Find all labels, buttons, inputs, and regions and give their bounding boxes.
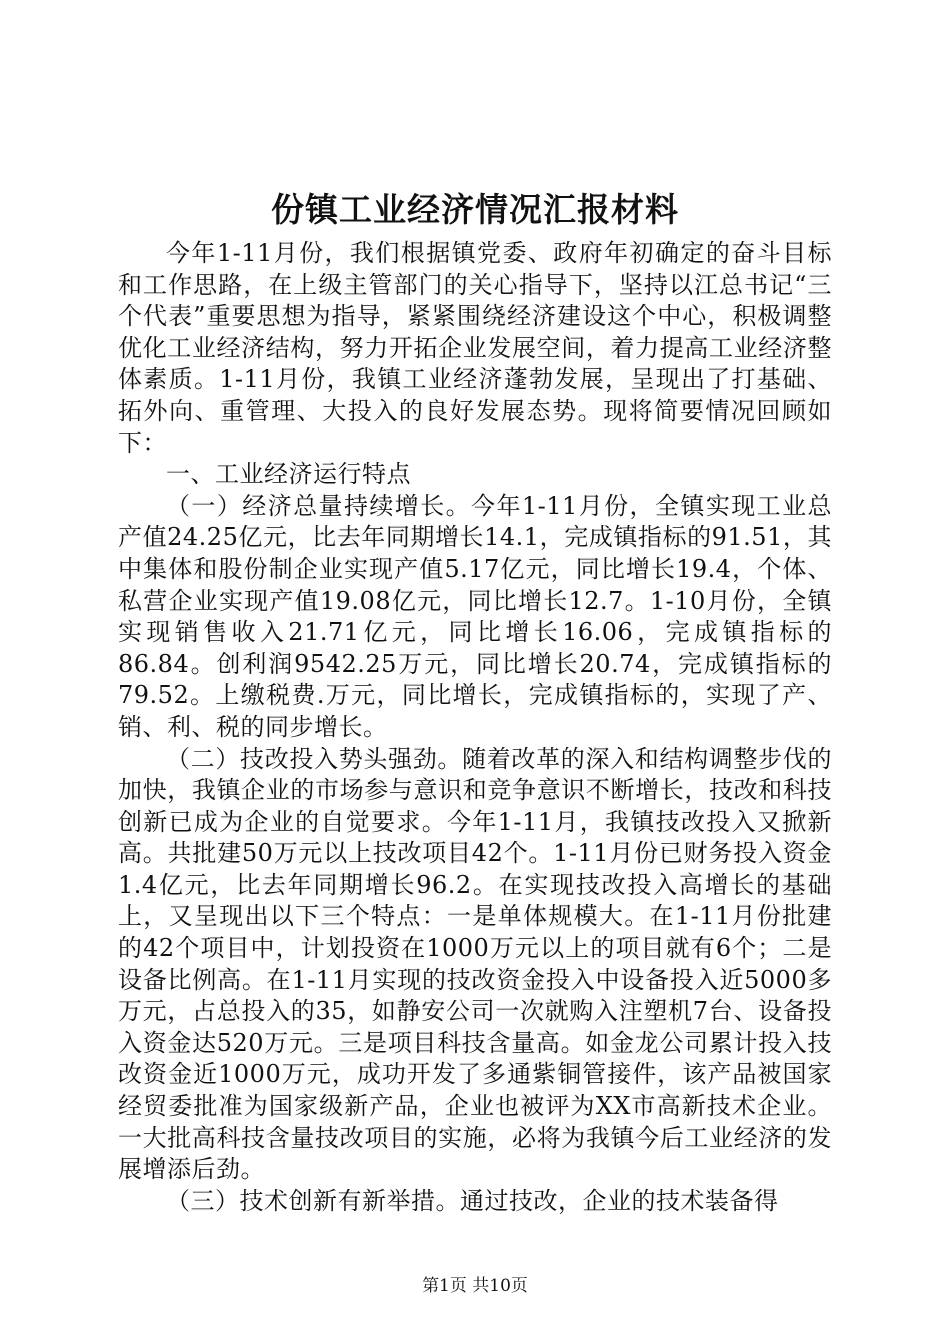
- paragraph-tech-innovation: （三）技术创新有新举措。通过技改，企业的技术装备得: [166, 1186, 779, 1215]
- paragraph-economic-growth: （一）经济总量持续增长。今年1-11月份，全镇实现工业总产值24.25亿元，比去年同期增长14.1，完成镇指标的91.51，其中集体和股份制企业实现产值5.17亿元，同比增长19.4，个体、私营企业实现产值19.08亿元，同比增长12.7。1-10月份，全镇实现销售收入21.71亿元，同比增长16.06，完成镇指标的86.84。创利润9542.25万元，同比增长20.74，完成镇指标的79.52。上缴税费.万元，同比增长，完成镇指标的，实现了产、销、利、税的同步增长。: [118, 491, 832, 741]
- paragraph-intro: 今年1-11月份，我们根据镇党委、政府年初确定的奋斗目标和工作思路，在上级主管部门的关心指导下，坚持以江总书记“三个代表”重要思想为指导，紧紧围绕经济建设这个中心，积极调整优化工业经济结构，努力开拓企业发展空间，着力提高工业经济整体素质。1-11月份，我镇工业经济蓬勃发展，呈现出了打基础、拓外向、重管理、大投入的良好发展态势。现将简要情况回顾如下：: [118, 239, 832, 457]
- page-number-footer: 第1页 共10页: [422, 1276, 528, 1296]
- document-body: [118, 238, 832, 1217]
- document-title: 份镇工业经济情况汇报材料: [271, 190, 679, 229]
- section-heading: 一、工业经济运行特点: [166, 460, 411, 489]
- paragraph-tech-investment: （二）技改投入势头强劲。随着改革的深入和结构调整步伐的加快，我镇企业的市场参与意识和竞争意识不断增长，技改和科技创新已成为企业的自觉要求。今年1-11月，我镇技改投入又掀新高。共批建50万元以上技改项目42个。1-11月份已财务投入资金1.4亿元，比去年同期增长96.2。在实现技改投入高增长的基础上，又呈现出以下三个特点：一是单体规模大。在1-11月份批建的42个项目中，计划投资在1000万元以上的项目就有6个；二是设备比例高。在1-11月实现的技改资金投入中设备投入近5000多万元，占总投入的35，如静安公司一次就购入注塑机7台、设备投入资金达520万元。三是项目科技含量高。如金龙公司累计投入技改资金近1000万元，成功开发了多通紫铜管接件，该产品被国家经贸委批准为国家级新产品，企业也被评为XX市高新技术企业。一大批高科技含量技改项目的实施，必将为我镇今后工业经济的发展增添后劲。: [118, 744, 832, 1184]
